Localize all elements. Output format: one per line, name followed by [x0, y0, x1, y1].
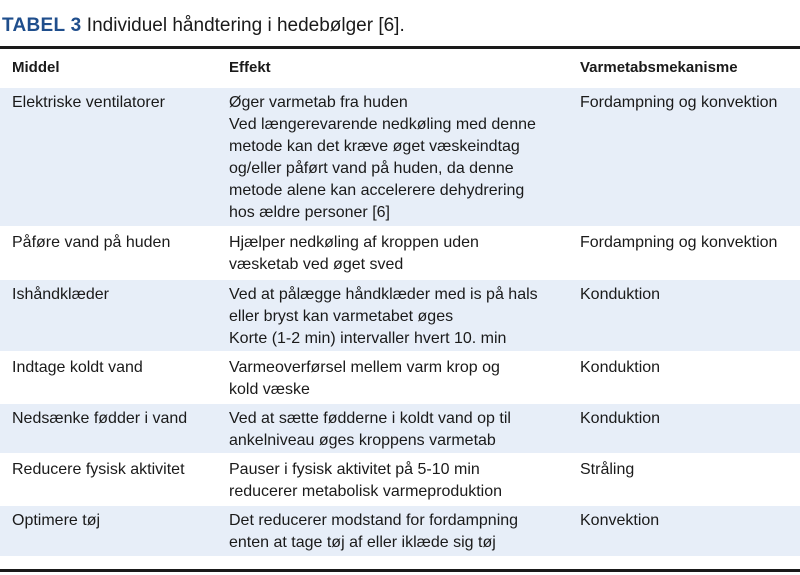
cell-effekt: [219, 454, 570, 505]
table-row: [0, 87, 800, 227]
cell-mekanisme: Konvektion: [570, 505, 800, 556]
cell-mekanisme: Stråling: [570, 454, 800, 505]
cell-mekanisme: Konduktion: [570, 403, 800, 454]
bottom-rule: [0, 569, 800, 572]
effekt-line: Ved at pålægge håndklæder med is på hals: [229, 286, 538, 303]
cell-middel: Nedsænke fødder i vand: [0, 403, 219, 454]
effekt-line: reducerer metabolisk varmeproduktion: [229, 483, 503, 500]
effekt-line: Pauser i fysisk aktivitet på 5-10 min: [229, 461, 480, 478]
table-title: Individuel håndtering i hedebølger [6].: [81, 15, 405, 36]
cell-effekt: [219, 87, 570, 227]
cell-middel: Indtage koldt vand: [0, 352, 219, 403]
effekt-line: metode alene kan accelerere dehydrering: [229, 182, 525, 199]
effekt-line: og/eller påført vand på huden, da denne: [229, 160, 514, 177]
cell-effekt: [219, 227, 570, 279]
effekt-line: Øger varmetab fra huden: [229, 94, 408, 111]
effekt-line: hos ældre personer [6]: [229, 204, 390, 221]
cell-mekanisme: Konduktion: [570, 279, 800, 352]
cell-effekt: [219, 403, 570, 454]
table-row: [0, 279, 800, 352]
effekt-line: kold væske: [229, 381, 310, 398]
cell-mekanisme: Fordampning og konvektion: [570, 227, 800, 279]
effekt-line: metode kan det kræve øget væskeindtag: [229, 138, 520, 155]
cell-middel: Ishåndklæder: [0, 279, 219, 352]
table-row: [0, 227, 800, 279]
effekt-line: Varmeoverførsel mellem varm krop og: [229, 359, 500, 376]
column-header-mekanisme: Varmetabsmekanisme: [580, 58, 738, 76]
effekt-line: eller bryst kan varmetabet øges: [229, 308, 454, 325]
cell-middel: Reducere fysisk aktivitet: [0, 454, 219, 505]
effekt-line: Korte (1-2 min) intervaller hvert 10. min: [229, 330, 507, 347]
effekt-line: Hjælper nedkøling af kroppen uden: [229, 234, 479, 251]
cell-middel: Optimere tøj: [0, 505, 219, 556]
cell-effekt: [219, 279, 570, 352]
table-row: [0, 505, 800, 556]
table-number-label: TABEL 3: [2, 15, 82, 36]
table-row: [0, 454, 800, 505]
effekt-line: enten at tage tøj af eller iklæde sig tøj: [229, 534, 496, 551]
column-header-effekt: Effekt: [229, 58, 271, 76]
effekt-line: Det reducerer modstand for fordampning: [229, 512, 519, 529]
effekt-line: væsketab ved øget sved: [229, 256, 404, 273]
table-caption: [0, 0, 800, 46]
effekt-line: Ved længerevarende nedkøling med denne: [229, 116, 536, 133]
header-row: [0, 49, 800, 87]
cell-effekt: [219, 505, 570, 556]
table-row: [0, 403, 800, 454]
column-header-middel: Middel: [12, 58, 60, 76]
cell-middel: Elektriske ventilatorer: [0, 87, 219, 227]
heatwave-management-table: [0, 49, 800, 556]
cell-mekanisme: Fordampning og konvektion: [570, 87, 800, 227]
effekt-line: Ved at sætte fødderne i koldt vand op til: [229, 410, 511, 427]
effekt-line: ankelniveau øges kroppens varmetab: [229, 432, 496, 449]
cell-middel: Påføre vand på huden: [0, 227, 219, 279]
cell-effekt: [219, 352, 570, 403]
cell-mekanisme: Konduktion: [570, 352, 800, 403]
table-row: [0, 352, 800, 403]
